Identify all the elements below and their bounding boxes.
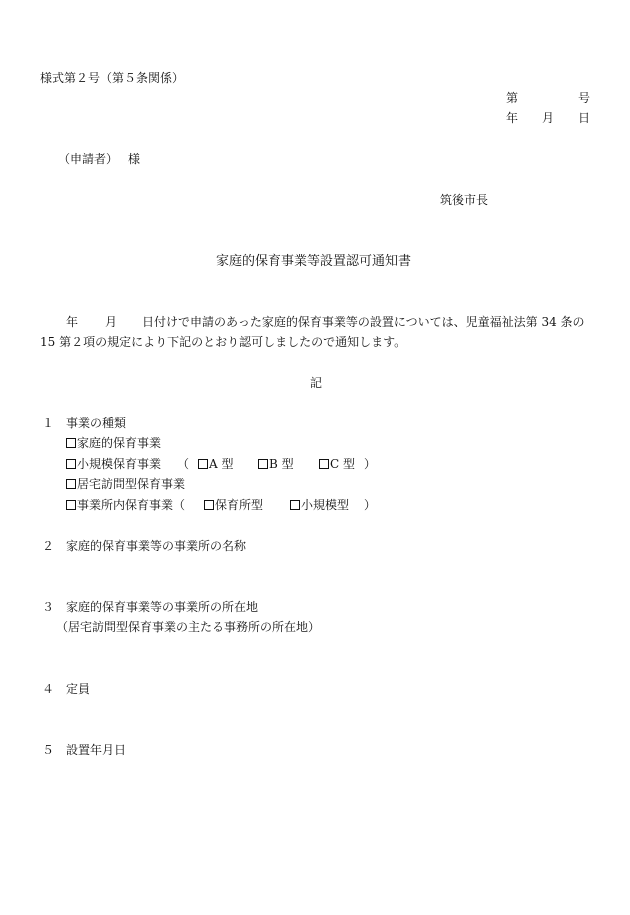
option-b-row [258, 458, 294, 470]
jigyosho-paren-close: ） [364, 498, 377, 512]
item-label: 家庭的保育事業等の事業所の名称 [66, 539, 247, 553]
item-label: 事業の種類 [66, 416, 127, 430]
date-day: 日 [578, 111, 591, 125]
item-number: ４ [42, 682, 55, 696]
type-katei-row [66, 437, 161, 449]
issuer: 筑後市長 [440, 193, 489, 207]
body-text-line1: 日付けで申請のあった家庭的保育事業等の設置については、児童福祉法第 34 条の [142, 315, 585, 329]
checkbox-c[interactable] [319, 459, 329, 469]
type-shokibo-label: 小規模保育事業 [77, 457, 162, 471]
form-number: 様式第２号（第５条関係） [40, 71, 185, 85]
item-number: ５ [42, 743, 55, 757]
shokibo-paren-close: ） [364, 457, 377, 471]
applicant-label: （申請者） [58, 152, 119, 166]
doc-number-suffix: 号 [578, 91, 591, 105]
checkbox-jigyosho[interactable] [66, 500, 76, 510]
body-year: 年 [66, 315, 79, 329]
item-number: ２ [42, 539, 55, 553]
type-jigyosho-row [66, 499, 185, 511]
option-hoikusho-row [204, 499, 263, 511]
item-number: １ [42, 416, 55, 430]
checkbox-katei[interactable] [66, 438, 76, 448]
type-kyotaku-label: 居宅訪問型保育事業 [77, 477, 186, 491]
item-number: ３ [42, 600, 55, 614]
item-label: 定員 [66, 682, 91, 696]
type-shokibo-row [66, 458, 161, 470]
item-label: 家庭的保育事業等の事業所の所在地 [66, 600, 259, 614]
type-katei-label: 家庭的保育事業 [77, 436, 162, 450]
checkbox-hoikusho[interactable] [204, 500, 214, 510]
option-shokibo-label: 小規模型 [301, 498, 350, 512]
checkbox-shokibo[interactable] [66, 459, 76, 469]
date-year: 年 [506, 111, 519, 125]
body-text-line2: 15 第２項の規定により下記のとおり認可しましたので通知します。 [40, 335, 407, 349]
item-label: 設置年月日 [66, 743, 127, 757]
option-a-label: A 型 [209, 457, 234, 471]
option-c-row [319, 458, 355, 470]
checkbox-a[interactable] [198, 459, 208, 469]
body-month: 月 [105, 315, 118, 329]
option-b-label: B 型 [269, 457, 294, 471]
honorific: 様 [128, 152, 141, 166]
checkbox-shokibo-gata[interactable] [290, 500, 300, 510]
type-jigyosho-label: 事業所内保育事業（ [77, 498, 186, 512]
ki-heading: 記 [310, 376, 323, 390]
document-title: 家庭的保育事業等設置認可通知書 [216, 254, 412, 269]
checkbox-b[interactable] [258, 459, 268, 469]
option-c-label: C 型 [330, 457, 355, 471]
doc-number-prefix: 第 [506, 91, 519, 105]
shokibo-paren-open: （ [177, 457, 190, 471]
option-hoikusho-label: 保育所型 [215, 498, 264, 512]
checkbox-kyotaku[interactable] [66, 479, 76, 489]
option-shokibo-row [290, 499, 349, 511]
type-kyotaku-row [66, 478, 185, 490]
date-month: 月 [542, 111, 555, 125]
option-a-row [198, 458, 233, 470]
item-sub-label: （居宅訪問型保育事業の主たる事務所の所在地） [56, 620, 321, 634]
